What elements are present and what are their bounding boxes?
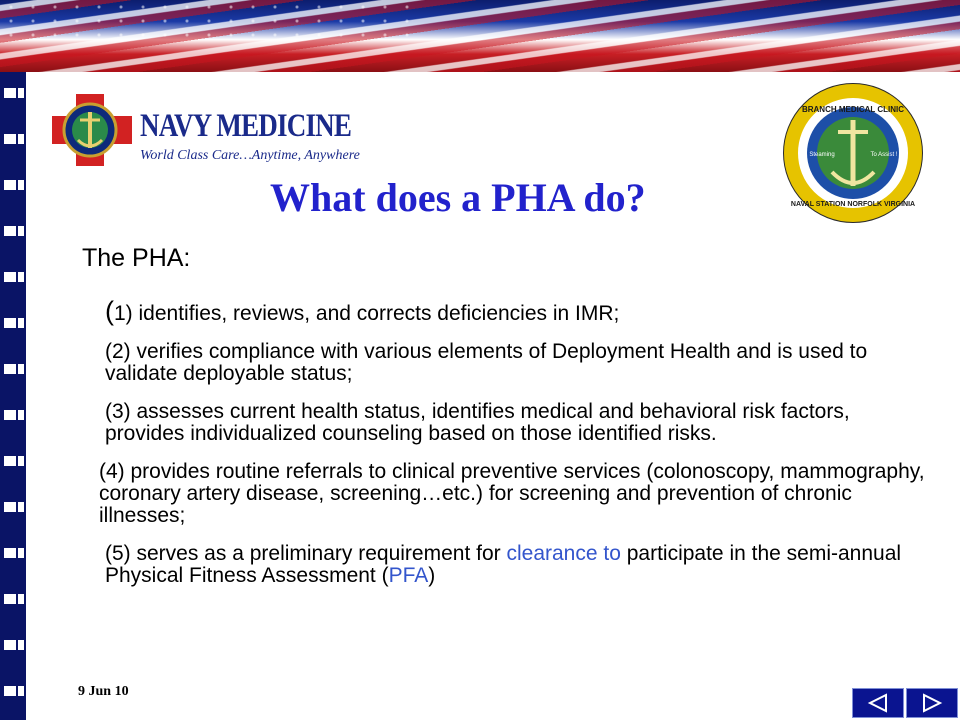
film-hole [4, 226, 16, 236]
film-hole [4, 134, 16, 144]
film-hole [18, 88, 24, 98]
film-hole [18, 318, 24, 328]
film-hole [4, 594, 16, 604]
anchor-cross-icon [44, 90, 144, 170]
film-hole [4, 364, 16, 374]
seal-bottom-text: NAVAL STATION NORFOLK VIRGINIA [790, 201, 916, 208]
film-hole [18, 226, 24, 236]
item-text: (3) assesses current health status, identifies medical and behavioral risk factors, provides individualized counseling based on those identified risks. [105, 400, 850, 445]
film-hole [18, 410, 24, 420]
list-item [105, 401, 925, 445]
film-hole [4, 502, 16, 512]
item-text: participate in the semi-annual Physical Fitness Assessment ( [105, 542, 902, 587]
prev-slide-button[interactable] [852, 688, 904, 718]
film-hole [18, 456, 24, 466]
flag-stars [0, 0, 420, 40]
film-hole [4, 272, 16, 282]
left-film-strip [0, 72, 26, 720]
film-hole [4, 180, 16, 190]
film-hole [18, 180, 24, 190]
slide-date: 9 Jun 10 [78, 684, 129, 699]
next-slide-button[interactable] [906, 688, 958, 718]
list-item [105, 341, 925, 385]
highlight-pfa: PFA [388, 564, 429, 587]
film-hole [4, 686, 16, 696]
navy-medicine-tagline: World Class Care…Anytime, Anywhere [140, 148, 360, 163]
film-hole [18, 134, 24, 144]
film-hole [18, 686, 24, 696]
item-text: 1) identifies, reviews, and corrects deficiencies in IMR; [114, 302, 620, 325]
navy-medicine-title: NAVY MEDICINE [140, 108, 352, 144]
seal-right-text: To Assist ! [870, 152, 898, 158]
item-text: ) [428, 564, 436, 587]
seal-top-text: BRANCH MEDICAL CLINIC [801, 105, 905, 114]
flag-banner [0, 0, 960, 72]
seal-left-text: Steaming [809, 152, 835, 158]
item-text: (5) serves as a preliminary requirement for [105, 542, 507, 565]
film-hole [18, 548, 24, 558]
highlight-clearance: clearance to [506, 542, 621, 565]
slide-lead: The PHA: [82, 244, 191, 272]
list-item [105, 543, 925, 587]
slide-title: What does a PHA do? [270, 175, 646, 220]
film-hole [18, 640, 24, 650]
film-hole [4, 88, 16, 98]
film-hole [4, 548, 16, 558]
film-hole [18, 272, 24, 282]
list-item [99, 461, 925, 527]
item-text: (4) provides routine referrals to clinical preventive services (colonoscopy, mammography, coronary artery disease, screening…etc.) for screening and prevention of chronic illnesses; [99, 460, 925, 527]
film-hole [4, 640, 16, 650]
triangle-right-icon [920, 693, 944, 713]
film-hole [18, 594, 24, 604]
clinic-seal [782, 82, 924, 224]
item-prefix: ( [105, 296, 114, 326]
item-list [99, 296, 925, 603]
film-hole [4, 318, 16, 328]
list-item [105, 296, 925, 326]
film-hole [4, 456, 16, 466]
item-text: (2) verifies compliance with various elements of Deployment Health and is used to validate deployable status; [105, 340, 868, 385]
film-hole [18, 502, 24, 512]
film-hole [18, 364, 24, 374]
film-hole [4, 410, 16, 420]
triangle-left-icon [866, 693, 890, 713]
